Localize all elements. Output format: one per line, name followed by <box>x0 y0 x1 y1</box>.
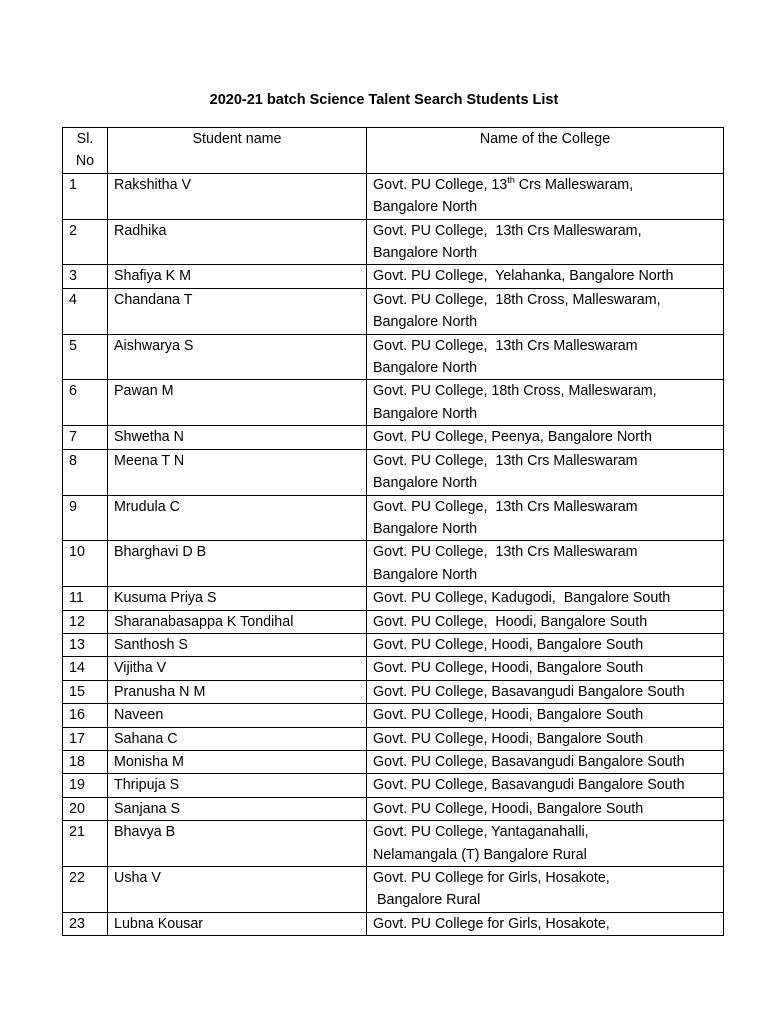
cell-sl-no: 1 <box>63 173 108 219</box>
header-sl-line2: No <box>75 153 95 170</box>
college-line: Govt. PU College, 18th Cross, Malleswaram, <box>373 383 657 400</box>
cell-student-name: Pawan M <box>108 380 367 426</box>
cell-sl-no: 5 <box>63 334 108 380</box>
cell-student-name: Pranusha N M <box>108 680 367 703</box>
cell-college-name <box>367 495 724 541</box>
college-line: Govt. PU College, Kadugodi, Bangalore South <box>373 590 671 607</box>
cell-college-name <box>367 541 724 587</box>
cell-college-name <box>367 334 724 380</box>
college-line: Bangalore Rural <box>373 892 481 909</box>
cell-college-name <box>367 704 724 727</box>
table-row <box>63 774 724 797</box>
header-sl-no <box>63 128 108 174</box>
cell-student-name: Sahana C <box>108 727 367 750</box>
table-row <box>63 912 724 935</box>
college-line: Govt. PU College, 13th Crs Malleswaram <box>373 452 638 469</box>
table-row <box>63 821 724 867</box>
college-line: Govt. PU College for Girls, Hosakote, <box>373 915 610 932</box>
cell-college-name <box>367 587 724 610</box>
college-line: Govt. PU College, Hoodi, Bangalore South <box>373 800 644 817</box>
cell-sl-no: 14 <box>63 657 108 680</box>
cell-sl-no: 17 <box>63 727 108 750</box>
cell-sl-no: 10 <box>63 541 108 587</box>
cell-student-name: Naveen <box>108 704 367 727</box>
cell-college-name <box>367 750 724 773</box>
table-row <box>63 173 724 219</box>
cell-sl-no: 23 <box>63 912 108 935</box>
cell-sl-no: 4 <box>63 288 108 334</box>
table-row <box>63 727 724 750</box>
college-line: Govt. PU College, 13th Crs Malleswaram <box>373 544 638 561</box>
cell-student-name: Shafiya K M <box>108 265 367 288</box>
table-row <box>63 449 724 495</box>
cell-student-name: Sanjana S <box>108 797 367 820</box>
table-row <box>63 587 724 610</box>
cell-sl-no: 18 <box>63 750 108 773</box>
cell-student-name: Mrudula C <box>108 495 367 541</box>
cell-sl-no: 11 <box>63 587 108 610</box>
cell-college-name <box>367 265 724 288</box>
college-line: Bangalore North <box>373 314 478 331</box>
table-row <box>63 334 724 380</box>
cell-student-name: Chandana T <box>108 288 367 334</box>
college-line: Govt. PU College, Peenya, Bangalore North <box>373 429 652 446</box>
document-title: 2020-21 batch Science Talent Search Students List <box>209 92 559 108</box>
table-header-row <box>63 128 724 174</box>
cell-college-name <box>367 449 724 495</box>
college-line: Govt. PU College, Hoodi, Bangalore South <box>373 636 644 653</box>
cell-college-name <box>367 774 724 797</box>
college-line: Bangalore North <box>373 566 478 583</box>
college-line: Govt. PU College for Girls, Hosakote, <box>373 870 610 886</box>
cell-college-name <box>367 610 724 633</box>
table-row <box>63 288 724 334</box>
superscript-th: th <box>507 175 515 186</box>
cell-student-name: Vijitha V <box>108 657 367 680</box>
cell-college-name <box>367 912 724 935</box>
table-row <box>63 380 724 426</box>
college-line: Bangalore North <box>373 475 478 492</box>
college-line: Govt. PU College, 13th Crs Malleswaram <box>373 337 638 354</box>
header-sl-line1: Sl. <box>76 131 94 147</box>
table-row <box>63 265 724 288</box>
cell-student-name: Kusuma Priya S <box>108 587 367 610</box>
college-line: Govt. PU College, 13th Crs Malleswaram, <box>373 222 642 239</box>
students-table <box>62 127 724 936</box>
cell-college-name <box>367 173 724 219</box>
cell-sl-no: 21 <box>63 821 108 867</box>
college-line: Bangalore North <box>373 520 478 537</box>
header-college-name: Name of the College <box>367 128 724 174</box>
cell-student-name: Aishwarya S <box>108 334 367 380</box>
cell-sl-no: 12 <box>63 610 108 633</box>
table-row <box>63 633 724 656</box>
table-row <box>63 750 724 773</box>
cell-student-name: Meena T N <box>108 449 367 495</box>
cell-sl-no: 8 <box>63 449 108 495</box>
college-line: Bangalore North <box>373 199 478 216</box>
cell-sl-no: 3 <box>63 265 108 288</box>
cell-student-name: Sharanabasappa K Tondihal <box>108 610 367 633</box>
college-line: Govt. PU College, Hoodi, Bangalore South <box>373 660 644 677</box>
table-row <box>63 426 724 449</box>
table-row <box>63 797 724 820</box>
cell-student-name: Thripuja S <box>108 774 367 797</box>
college-line: Nelamangala (T) Bangalore Rural <box>373 846 587 863</box>
table-row <box>63 867 724 913</box>
cell-college-name <box>367 380 724 426</box>
college-line: Govt. PU College, Basavangudi Bangalore South <box>373 753 685 770</box>
college-line: Bangalore North <box>373 245 478 262</box>
college-line <box>373 174 717 196</box>
table-row <box>63 541 724 587</box>
cell-student-name: Bhavya B <box>108 821 367 867</box>
cell-student-name: Radhika <box>108 219 367 265</box>
college-line: Bangalore North <box>373 360 478 377</box>
cell-student-name: Lubna Kousar <box>108 912 367 935</box>
cell-sl-no: 9 <box>63 495 108 541</box>
cell-college-name <box>367 727 724 750</box>
cell-sl-no: 15 <box>63 680 108 703</box>
cell-student-name: Shwetha N <box>108 426 367 449</box>
cell-college-name <box>367 821 724 867</box>
table-body <box>63 173 724 935</box>
cell-student-name: Monisha M <box>108 750 367 773</box>
college-line: Govt. PU College, Hoodi, Bangalore South <box>373 730 644 747</box>
college-line: Govt. PU College, Yantaganahalli, <box>373 824 589 841</box>
college-line: Govt. PU College, 13th Crs Malleswaram <box>373 498 638 515</box>
header-student-name: Student name <box>108 128 367 174</box>
cell-sl-no: 19 <box>63 774 108 797</box>
cell-sl-no: 7 <box>63 426 108 449</box>
cell-college-name <box>367 680 724 703</box>
cell-college-name <box>367 867 724 913</box>
cell-sl-no: 20 <box>63 797 108 820</box>
cell-college-name <box>367 288 724 334</box>
college-line: Govt. PU College, Basavangudi Bangalore South <box>373 777 685 794</box>
cell-student-name: Santhosh S <box>108 633 367 656</box>
cell-college-name <box>367 219 724 265</box>
cell-sl-no: 2 <box>63 219 108 265</box>
cell-student-name: Usha V <box>108 867 367 913</box>
college-line: Govt. PU College, 18th Cross, Malleswaram, <box>373 291 661 308</box>
table-row <box>63 657 724 680</box>
cell-sl-no: 6 <box>63 380 108 426</box>
cell-college-name <box>367 657 724 680</box>
college-text: Crs Malleswaram, <box>514 176 634 193</box>
cell-college-name <box>367 797 724 820</box>
cell-sl-no: 16 <box>63 704 108 727</box>
cell-sl-no: 22 <box>63 867 108 913</box>
college-line: Govt. PU College, Basavangudi Bangalore South <box>373 683 685 700</box>
table-row <box>63 495 724 541</box>
cell-sl-no: 13 <box>63 633 108 656</box>
table-row <box>63 704 724 727</box>
college-line: Govt. PU College, Yelahanka, Bangalore North <box>373 268 674 285</box>
college-line: Govt. PU College, Hoodi, Bangalore South <box>373 707 644 724</box>
table-row <box>63 680 724 703</box>
college-line: Bangalore North <box>373 405 478 422</box>
college-text: Govt. PU College, 13 <box>373 176 508 193</box>
cell-student-name: Bharghavi D B <box>108 541 367 587</box>
table-row <box>63 610 724 633</box>
college-line: Govt. PU College, Hoodi, Bangalore South <box>373 613 648 630</box>
table-row <box>63 219 724 265</box>
cell-college-name <box>367 633 724 656</box>
cell-student-name: Rakshitha V <box>108 173 367 219</box>
cell-college-name <box>367 426 724 449</box>
